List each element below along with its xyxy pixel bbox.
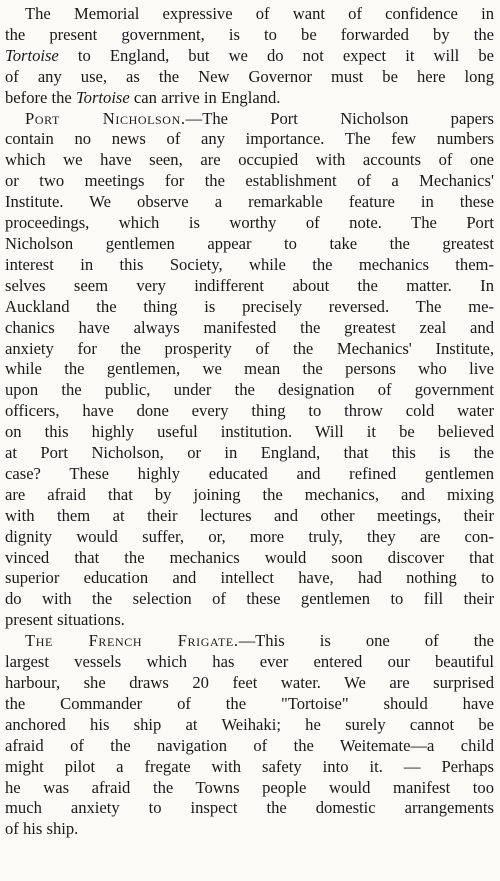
ship-name: Tortoise: [75, 87, 130, 107]
text-run: can arrive in England.: [129, 87, 281, 107]
text-line: [5, 359, 494, 380]
text-run: largest vessels which has ever entered our beautiful: [5, 652, 494, 672]
text-run: —The Port Nicholson papers: [185, 108, 494, 128]
text-run: superior education and intellect have, had nothing to: [5, 568, 494, 588]
text-run: much anxiety to inspect the domestic arrangements: [5, 798, 494, 818]
text-line: [5, 422, 494, 443]
section-heading: Port Nicholson.: [25, 108, 186, 128]
text-line: [5, 46, 494, 67]
paragraph-french-frigate: [5, 631, 494, 840]
text-run: while the gentlemen, we mean the persons who live: [5, 359, 494, 379]
text-run: to England, but we do not expect it will be: [58, 45, 494, 65]
paragraph-memorial: [5, 4, 494, 109]
text-run: the Commander of the "Tortoise" should have: [5, 693, 494, 713]
text-run: interest in this Society, while the mechanics them-: [5, 254, 494, 274]
text-line: [5, 798, 494, 819]
text-line: [5, 464, 494, 485]
text-line: [5, 150, 494, 171]
text-run: chanics have always manifested the greatest zeal and: [5, 317, 494, 337]
text-line: [5, 548, 494, 569]
text-run: of any use, as the New Governor must be here long: [5, 66, 494, 86]
text-run: anchored his ship at Weihaki; he surely cannot be: [5, 714, 494, 734]
text-run: officers, have done every thing to throw cold water: [5, 401, 494, 421]
text-run: dignity would suffer, or, more truly, they are con-: [5, 526, 494, 546]
text-run: Institute. We observe a remarkable feature in these: [5, 192, 494, 212]
text-line: [5, 192, 494, 213]
text-line: [5, 4, 494, 25]
text-line: [5, 778, 494, 799]
text-line: [5, 527, 494, 548]
text-line: [5, 25, 494, 46]
text-line: [5, 736, 494, 757]
text-run: do with the selection of these gentlemen to fill their: [5, 589, 494, 609]
text-run: present situations.: [5, 610, 125, 630]
text-run: with them at their lectures and other meetings, their: [5, 505, 494, 525]
text-line: [5, 631, 494, 652]
text-line: [5, 589, 494, 610]
text-line: [5, 485, 494, 506]
section-heading: The French Frigate.: [25, 631, 239, 651]
text-run: selves seem very indifferent about the matter. In: [5, 275, 494, 295]
text-line: [5, 88, 494, 109]
text-run: upon the public, under the designation of government: [5, 380, 494, 400]
text-run: afraid of the navigation of the Weitemate—a child: [5, 735, 494, 755]
text-line: [5, 213, 494, 234]
text-line: [5, 694, 494, 715]
ship-name: Tortoise: [5, 45, 59, 65]
text-run: contain no news of any importance. The few numbers: [5, 129, 494, 149]
text-line: [5, 129, 494, 150]
text-line: [5, 276, 494, 297]
text-run: anxiety for the prosperity of the Mechanics' Institute,: [5, 338, 494, 358]
text-line: [5, 297, 494, 318]
text-run: or two meetings for the establishment of a Mechanics': [5, 171, 494, 191]
text-line: [5, 673, 494, 694]
text-run: vinced that the mechanics would soon discover that: [5, 547, 494, 567]
text-line: [5, 234, 494, 255]
text-line: [5, 610, 494, 631]
text-run: The Memorial expressive of want of confidence in: [25, 4, 494, 23]
article-body: [5, 4, 494, 840]
text-run: case? These highly educated and refined gentlemen: [5, 463, 494, 483]
text-run: the present government, is to be forwarded by the: [5, 24, 494, 44]
text-run: —This is one of the: [238, 631, 494, 651]
text-run: Nicholson gentlemen appear to take the greatest: [5, 233, 494, 253]
text-line: [5, 715, 494, 736]
text-line: [5, 318, 494, 339]
text-line: [5, 67, 494, 88]
text-run: before the: [5, 87, 76, 107]
text-line: [5, 171, 494, 192]
text-run: at Port Nicholson, or in England, that this is the: [5, 443, 494, 463]
text-line: [5, 255, 494, 276]
text-run: might pilot a fregate with safety into it. — Perhaps: [5, 756, 494, 776]
text-run: of his ship.: [5, 819, 79, 839]
text-run: are afraid that by joining the mechanics, and mixing: [5, 484, 494, 504]
text-run: harbour, she draws 20 feet water. We are surprised: [5, 673, 494, 692]
text-line: [5, 109, 494, 130]
text-line: [5, 339, 494, 360]
text-line: [5, 757, 494, 778]
text-line: [5, 506, 494, 527]
text-run: on this highly useful institution. Will it be believed: [5, 422, 494, 442]
paragraph-port-nicholson: [5, 109, 494, 632]
text-line: [5, 652, 494, 673]
text-line: [5, 401, 494, 422]
text-line: [5, 819, 494, 840]
text-line: [5, 568, 494, 589]
text-run: which we have seen, are occupied with accounts of one: [5, 150, 494, 170]
text-run: proceedings, which is worthy of note. The Port: [5, 213, 494, 233]
text-line: [5, 443, 494, 464]
text-run: he was afraid the Towns people would manifest too: [5, 777, 494, 797]
text-run: Auckland the thing is precisely reversed. The me-: [5, 296, 494, 316]
text-line: [5, 380, 494, 401]
